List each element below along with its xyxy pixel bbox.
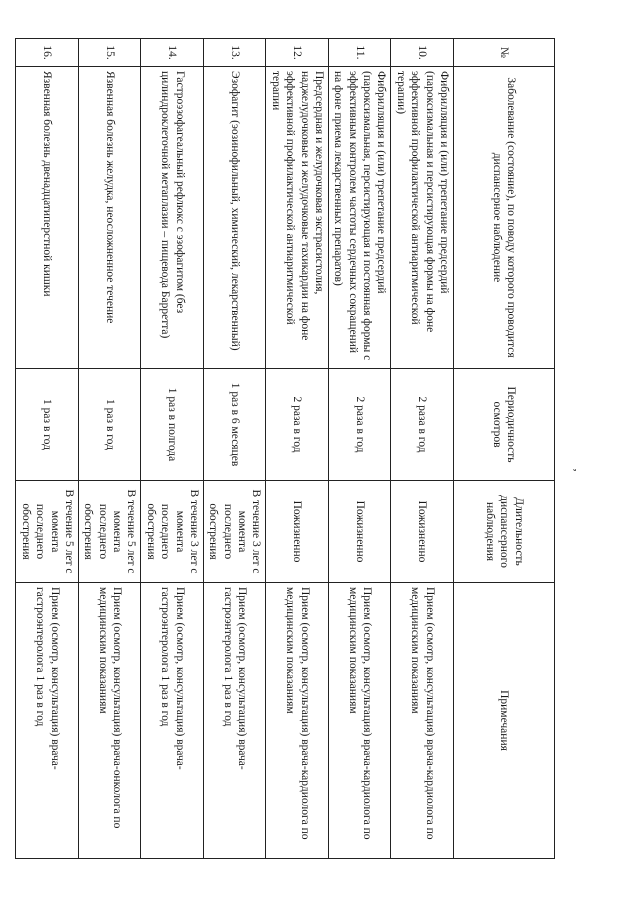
table-row — [16, 39, 79, 859]
cell-frequency: 2 раза в год — [391, 369, 454, 481]
header-notes: Примечания — [454, 583, 555, 859]
table-row — [204, 39, 267, 859]
cell-num: 16. — [16, 39, 79, 67]
cell-disease: Эзофагит (эозинофильный, химический, лекарственный) — [204, 67, 267, 369]
header-disease: Заболевание (состояние), по поводу которого проводится диспансерное наблюдение — [454, 67, 555, 369]
cell-frequency: 2 раза в год — [329, 369, 392, 481]
cell-num: 10. — [391, 39, 454, 67]
dispensary-table — [16, 38, 556, 859]
table-row — [141, 39, 204, 859]
table-row — [79, 39, 142, 859]
cell-notes: Прием (осмотр, консультация) врача-кардиолога по медицинским показаниям — [391, 583, 454, 859]
cell-duration: Пожизненно — [391, 481, 454, 583]
cell-frequency: 1 раз в год — [79, 369, 142, 481]
table-row — [266, 39, 329, 859]
cell-num: 11. — [329, 39, 392, 67]
cell-notes: Прием (осмотр, консультация) врача-гастроэнтеролога 1 раз в год — [141, 583, 204, 859]
table-row — [391, 39, 454, 859]
cell-frequency: 1 раз в 6 месяцев — [204, 369, 267, 481]
header-frequency: Периодичность осмотров — [454, 369, 555, 481]
cell-disease: Гастроэзофагеальный рефлюкс с эзофагитом (без цилиндроклеточной метаплазии – пищевода Барретта) — [141, 67, 204, 369]
cell-num: 13. — [204, 39, 267, 67]
cell-frequency: 1 раз в год — [16, 369, 79, 481]
cell-frequency: 2 раза в год — [266, 369, 329, 481]
table-header-row — [454, 39, 555, 859]
cell-frequency: 1 раз в полгода — [141, 369, 204, 481]
stray-mark: ‚ — [572, 468, 586, 472]
cell-notes: Прием (осмотр, консультация) врача-гастроэнтеролога 1 раз в год — [204, 583, 267, 859]
table-row — [329, 39, 392, 859]
cell-disease: Фибрилляция и (или) трепетание предсердий (пароксизмальная, персистирующая и постоянная формы с эффективным контролем частоты сердечных сокращений на фоне приема лекарственных препаратов) — [329, 67, 392, 369]
cell-notes: Прием (осмотр, консультация) врача-онколога по медицинским показаниям — [79, 583, 142, 859]
cell-disease: Предсердная и желудочковая экстрасистолия, наджелудочковые и желудочковые тахикардии на фоне эффективной профилактической антиаритмической терапии — [266, 67, 329, 369]
cell-num: 14. — [141, 39, 204, 67]
cell-duration: В течение 5 лет с момента последнего обострения — [16, 481, 79, 583]
cell-duration: Пожизненно — [266, 481, 329, 583]
cell-num: 15. — [79, 39, 142, 67]
cell-disease: Язвенная болезнь двенадцатиперстной кишки — [16, 67, 79, 369]
cell-notes: Прием (осмотр, консультация) врача-кардиолога по медицинским показаниям — [329, 583, 392, 859]
cell-notes: Прием (осмотр, консультация) врача-гастроэнтеролога 1 раз в год — [16, 583, 79, 859]
cell-num: 12. — [266, 39, 329, 67]
cell-notes: Прием (осмотр, консультация) врача-кардиолога по медицинским показаниям — [266, 583, 329, 859]
header-num: № — [454, 39, 555, 67]
cell-duration: В течение 3 лет с момента последнего обострения — [141, 481, 204, 583]
cell-duration: В течение 5 лет с момента последнего обострения — [79, 481, 142, 583]
cell-disease: Фибрилляция и (или) трепетание предсердий (пароксизмальная и персистирующая формы на фоне эффективной профилактической антиаритмической терапии) — [391, 67, 454, 369]
cell-duration: В течение 3 лет с момента последнего обострения — [204, 481, 267, 583]
cell-duration: Пожизненно — [329, 481, 392, 583]
header-duration: Длительность диспансерного наблюдения — [454, 481, 555, 583]
cell-disease: Язвенная болезнь желудка, неосложненное течение — [79, 67, 142, 369]
